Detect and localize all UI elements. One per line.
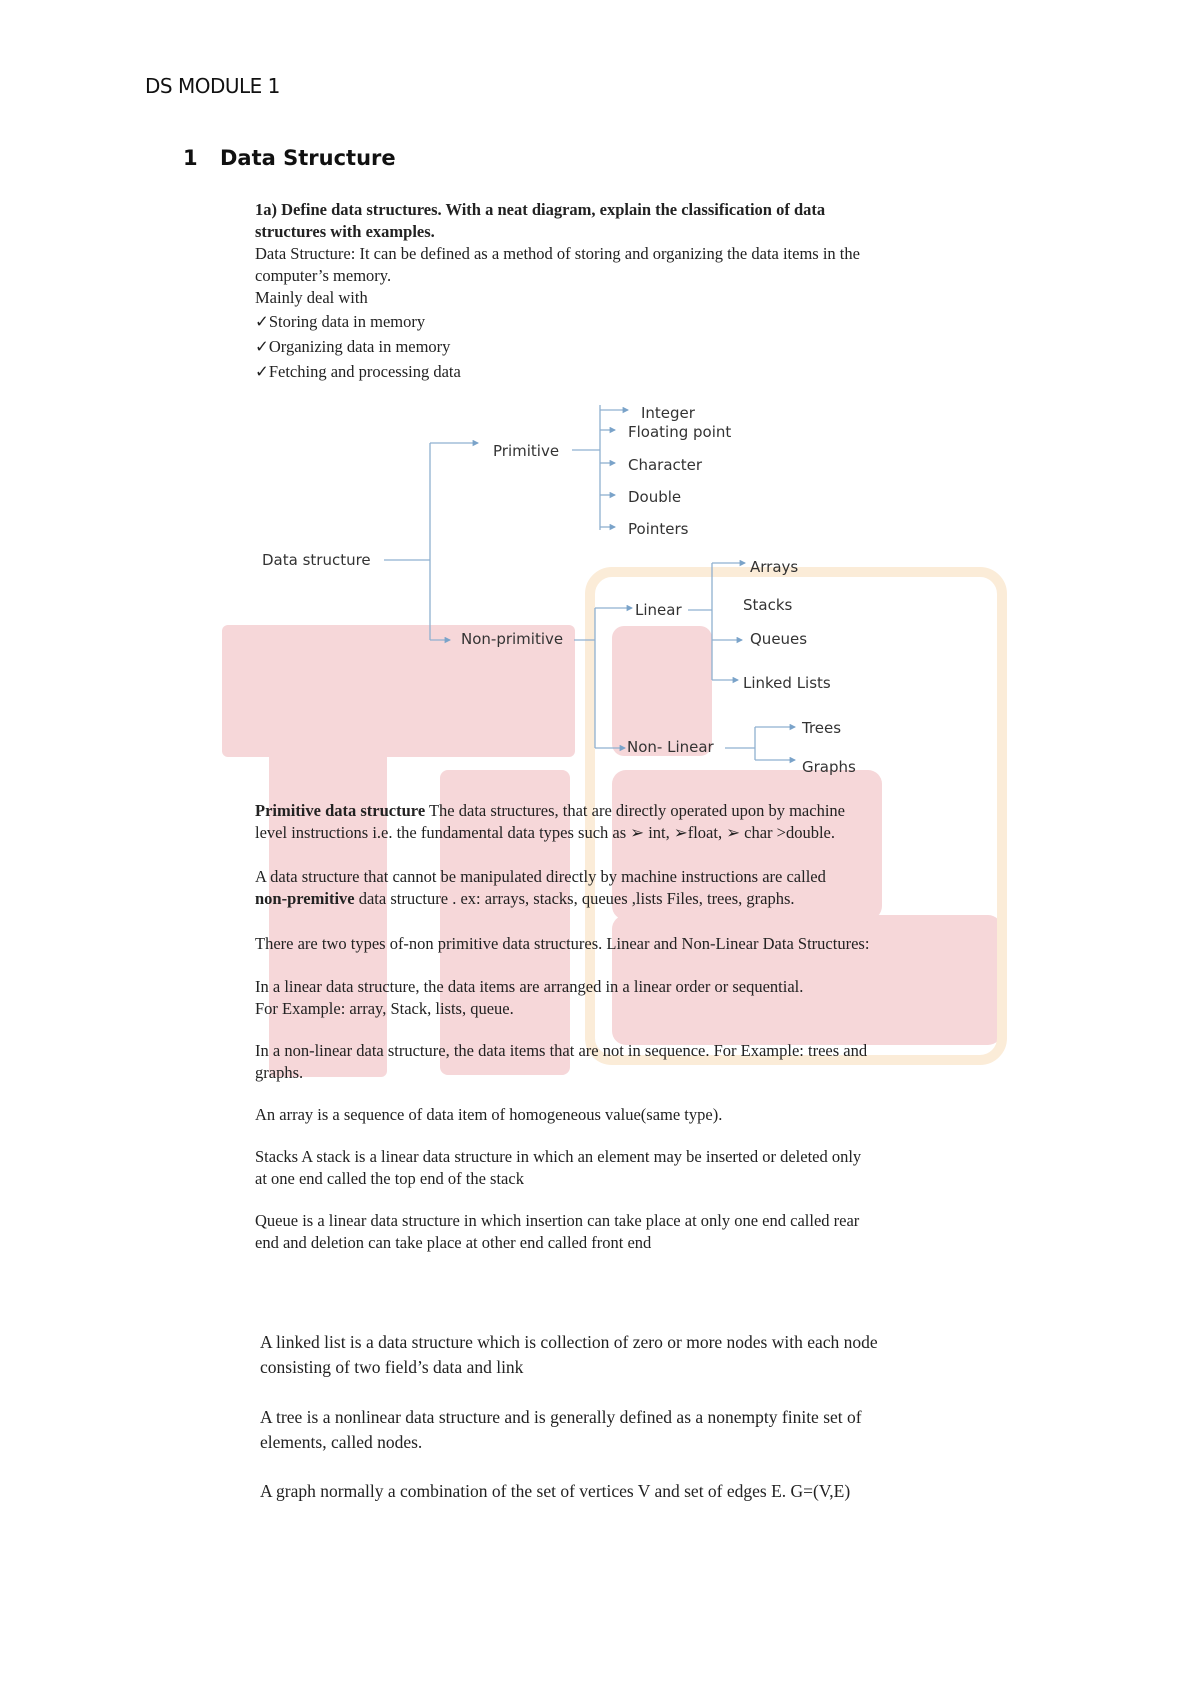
paragraph-linear <box>255 976 803 1020</box>
check-item: ✓Storing data in memory <box>255 312 426 331</box>
section-title: Data Structure <box>220 146 396 170</box>
paragraph-text: level instructions i.e. the fundamental data types such as ➢ int, ➢float, ➢ char >double. <box>255 823 836 842</box>
paragraph-tree <box>260 1405 862 1455</box>
paragraph-text: For Example: array, Stack, lists, queue. <box>255 999 514 1018</box>
node-linear: Linear <box>635 601 682 619</box>
mainly-text: Mainly deal with <box>255 288 368 307</box>
paragraph-primitive <box>255 800 845 844</box>
node-double: Double <box>628 488 682 506</box>
paragraph-text: Stacks A stack is a linear data structure in which an element may be inserted or deleted only <box>255 1147 862 1166</box>
node-primitive: Primitive <box>493 442 560 460</box>
node-character: Character <box>628 456 703 474</box>
paragraph-types: There are two types of-non primitive data structures. Linear and Non-Linear Data Structures: <box>255 934 870 953</box>
paragraph-non-linear <box>255 1040 867 1084</box>
node-integer: Integer <box>641 404 695 422</box>
node-queues: Queues <box>750 630 808 648</box>
paragraph-linked-list <box>260 1330 878 1380</box>
term-non-primitive: non-premitive <box>255 889 355 908</box>
paragraph-text: elements, called nodes. <box>260 1432 423 1452</box>
question-line-2: structures with examples. <box>255 222 435 241</box>
node-arrays: Arrays <box>750 558 799 576</box>
paragraph-text: end and deletion can take place at other end called front end <box>255 1233 652 1252</box>
paragraph-queue <box>255 1210 859 1254</box>
node-linked-lists: Linked Lists <box>743 674 831 692</box>
paragraph-text: A linked list is a data structure which is collection of zero or more nodes with each node <box>260 1332 878 1352</box>
paragraph-array: An array is a sequence of data item of homogeneous value(same type). <box>255 1105 723 1124</box>
paragraph-text: In a non-linear data structure, the data items that are not in sequence. For Example: trees and <box>255 1041 868 1060</box>
term-primitive: Primitive data structure <box>255 801 426 820</box>
definition-line-2: computer’s memory. <box>255 266 392 285</box>
node-stacks: Stacks <box>743 596 793 614</box>
section-number: 1 <box>183 146 198 170</box>
node-data-structure: Data structure <box>262 551 371 569</box>
node-pointers: Pointers <box>628 520 689 538</box>
paragraph-text: Queue is a linear data structure in which insertion can take place at only one end called rear <box>255 1211 860 1230</box>
node-trees: Trees <box>802 719 842 737</box>
definition-line-1: Data Structure: It can be defined as a method of storing and organizing the data items in the <box>255 244 860 263</box>
check-item: ✓Fetching and processing data <box>255 362 461 381</box>
paragraph-stack <box>255 1146 861 1190</box>
node-graphs: Graphs <box>802 758 856 776</box>
node-non-linear: Non- Linear <box>627 738 714 756</box>
paragraph-text: data structure . ex: arrays, stacks, queues ,lists Files, trees, graphs. <box>354 889 795 908</box>
check-item: ✓Organizing data in memory <box>255 337 451 356</box>
paragraph-graph: A graph normally a combination of the set of vertices V and set of edges E. G=(V,E) <box>260 1481 851 1501</box>
paragraph-text: graphs. <box>255 1063 304 1082</box>
paragraph-text: The data structures, that are directly operated upon by machine <box>425 801 845 820</box>
paragraph-text: consisting of two field’s data and link <box>260 1357 524 1377</box>
paragraph-text: A data structure that cannot be manipulated directly by machine instructions are called <box>255 867 826 886</box>
node-non-primitive: Non-primitive <box>461 630 564 648</box>
paragraph-text: A tree is a nonlinear data structure and is generally defined as a nonempty finite set of <box>260 1407 862 1427</box>
paragraph-text: at one end called the top end of the stack <box>255 1169 524 1188</box>
document-header: DS MODULE 1 <box>145 74 280 98</box>
paragraph-text: In a linear data structure, the data items are arranged in a linear order or sequential. <box>255 977 804 996</box>
node-floating-point: Floating point <box>628 423 732 441</box>
paragraph-non-primitive <box>255 866 826 910</box>
question-line-1: 1a) Define data structures. With a neat diagram, explain the classification of data <box>255 200 826 219</box>
